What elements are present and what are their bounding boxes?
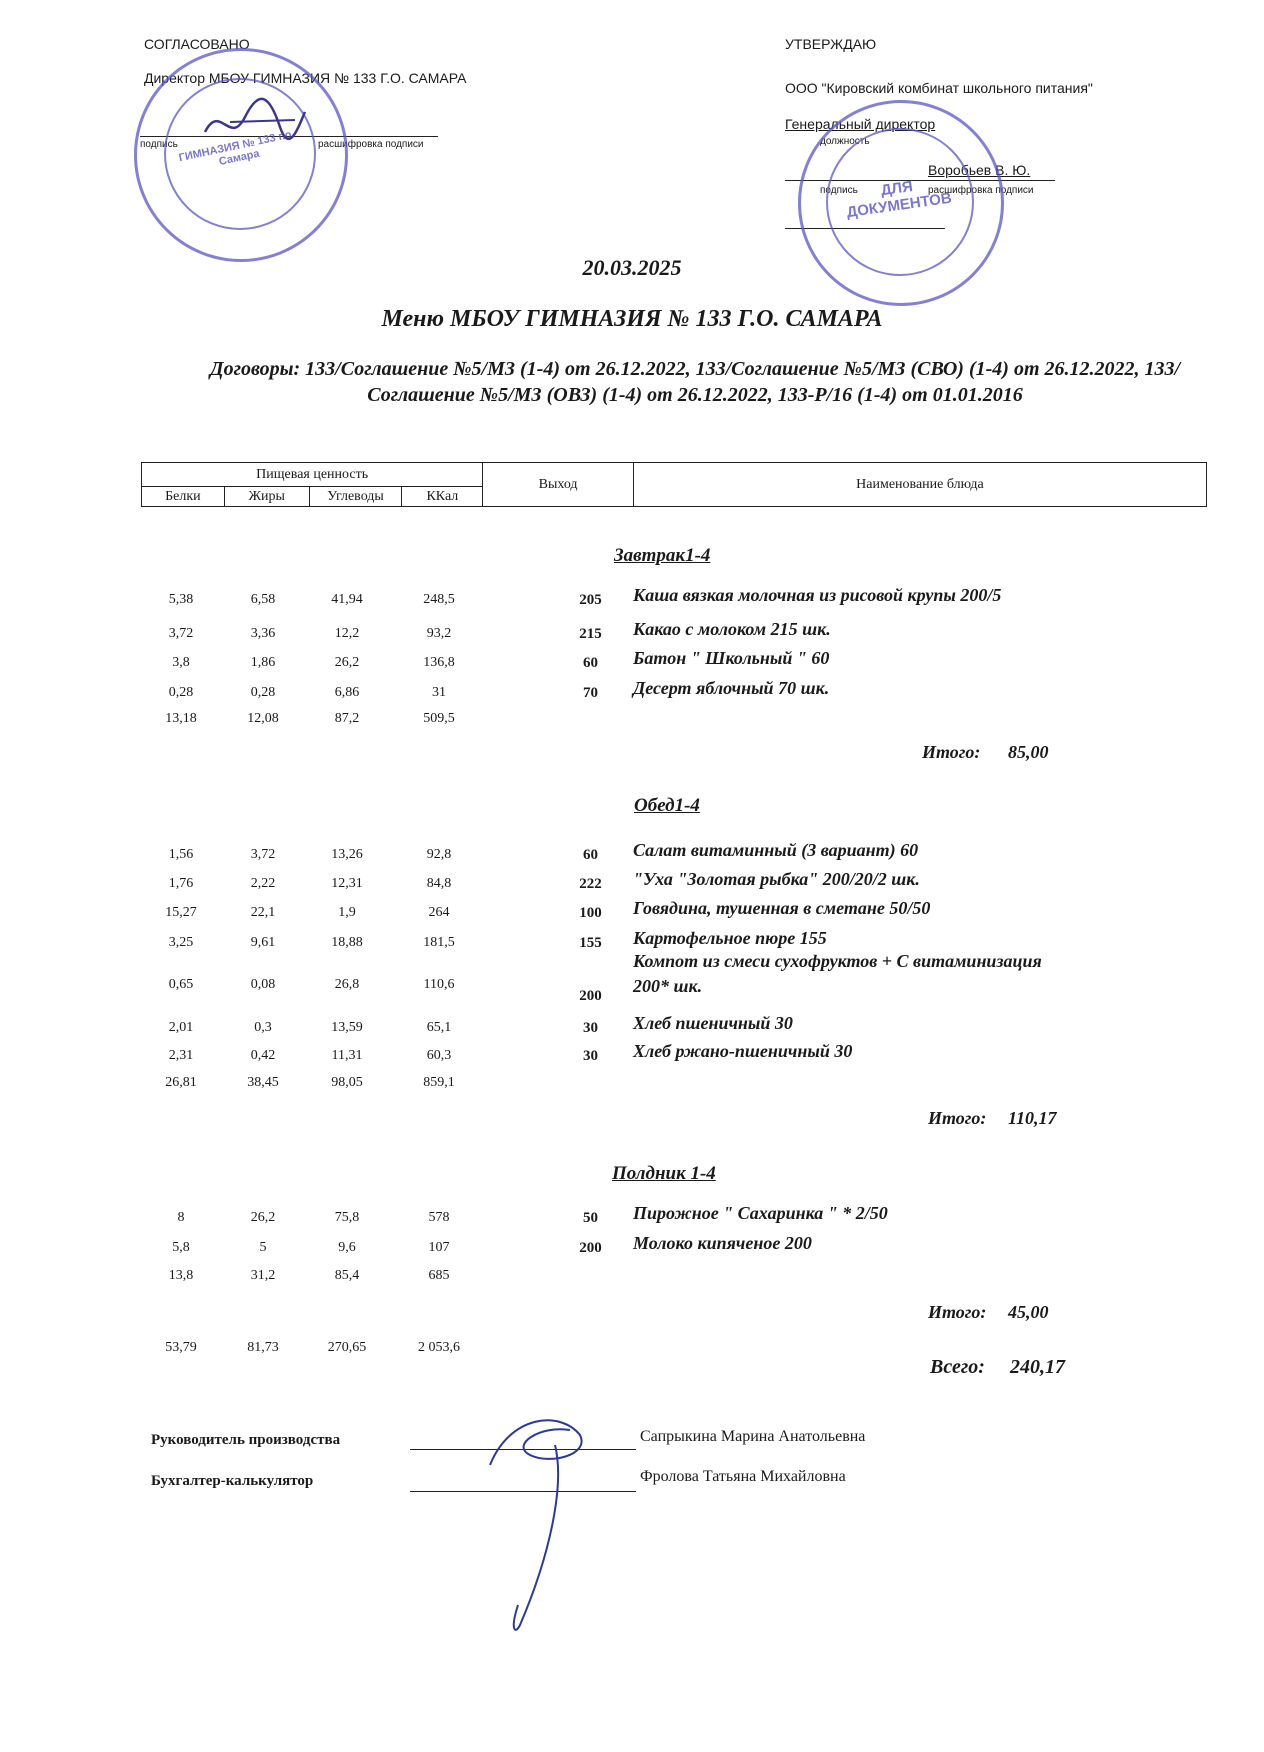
dish-name: Какао с молоком 215 шк. — [633, 619, 831, 639]
fats-cell: 9,61 — [250, 935, 276, 950]
dish-name: Хлеб пшеничный 30 — [633, 1013, 793, 1033]
kcal-cell: 264 — [428, 905, 450, 920]
carbs-cell: 6,86 — [334, 685, 360, 700]
header-nutrition: Пищевая ценность — [142, 463, 483, 487]
total-fats: 12,08 — [247, 711, 279, 726]
contracts-text: Договоры: 133/Соглашение №5/МЗ (1-4) от 26.12.2022, 133/Соглашение №5/МЗ (СВО) (1-4) от 26.12.2022, 133/Соглашение №5/МЗ (ОВЗ) (1-4) от 26.12.2022, 133-Р/16 (1-4) от 01.01.2016 — [209, 358, 1181, 406]
fats-cell: 6,58 — [250, 592, 276, 607]
dish-name: "Уха "Золотая рыбка" 200/20/2 шк. — [633, 869, 920, 889]
table-row — [141, 678, 1207, 709]
decode-caption-right: расшифровка подписи — [928, 185, 1034, 196]
approval-right-org: ООО "Кировский комбинат школьного питания" — [785, 80, 1093, 96]
proteins-cell: 1,56 — [168, 847, 194, 862]
subtotal-value: 85,00 — [1008, 742, 1049, 762]
table-row — [141, 585, 1207, 616]
table-row — [141, 840, 1207, 871]
fats-cell: 0,28 — [250, 685, 276, 700]
subtotal-label: Итого: — [928, 1108, 987, 1128]
total-row — [141, 711, 1207, 735]
sign-caption-right: подпись — [820, 185, 858, 196]
right-stamp-text: ДЛЯ ДОКУМЕНТОВ — [845, 177, 953, 222]
proteins-cell: 0,28 — [168, 685, 194, 700]
header-carbs: Углеводы — [309, 487, 402, 507]
output-cell: 60 — [583, 655, 598, 671]
output-cell: 30 — [583, 1048, 598, 1064]
carbs-cell: 13,59 — [331, 1020, 363, 1035]
kcal-cell: 84,8 — [426, 876, 452, 891]
kcal-cell: 92,8 — [426, 847, 452, 862]
proteins-cell: 2,31 — [168, 1048, 194, 1063]
signature-role: Руководитель производства — [151, 1432, 341, 1448]
signature-role: Бухгалтер-калькулятор — [151, 1473, 314, 1489]
output-cell: 70 — [583, 685, 598, 701]
fats-cell: 1,86 — [250, 655, 276, 670]
subtotal-value: 45,00 — [1008, 1302, 1049, 1322]
proteins-cell: 5,38 — [168, 592, 194, 607]
dish-name: Говядина, тушенная в сметане 50/50 — [633, 898, 931, 918]
table-row — [141, 1203, 1207, 1234]
subtotal-label: Итого: — [928, 1302, 987, 1322]
fats-cell: 22,1 — [250, 905, 276, 920]
total-row — [141, 1075, 1207, 1099]
approval-right-position: Генеральный директор — [785, 116, 936, 132]
grand-total-proteins: 53,79 — [165, 1340, 197, 1355]
fats-cell: 0,08 — [250, 977, 276, 992]
carbs-cell: 18,88 — [331, 935, 363, 950]
section-title-breakfast: Завтрак1-4 — [614, 545, 711, 566]
approval-right-name: Воробьев В. Ю. — [928, 162, 1031, 178]
output-cell: 215 — [579, 626, 602, 642]
output-cell: 155 — [579, 935, 602, 951]
approval-left-position: Директор МБОУ ГИМНАЗИЯ № 133 Г.О. САМАРА — [144, 70, 467, 86]
total-fats: 31,2 — [250, 1268, 276, 1283]
subtotal-label: Итого: — [922, 742, 981, 762]
grand-total-carbs: 270,65 — [327, 1340, 367, 1355]
header-dish: Наименование блюда — [633, 463, 1206, 507]
total-proteins: 26,81 — [165, 1075, 197, 1090]
carbs-cell: 11,31 — [331, 1048, 363, 1063]
header-fats: Жиры — [224, 487, 309, 507]
dish-name: Молоко кипяченое 200 — [633, 1233, 812, 1253]
fats-cell: 0,42 — [250, 1048, 276, 1063]
total-proteins: 13,18 — [165, 711, 197, 726]
table-row — [141, 648, 1207, 679]
fats-cell: 0,3 — [254, 1020, 272, 1035]
proteins-cell: 8 — [177, 1210, 185, 1225]
total-kcal: 509,5 — [423, 711, 455, 726]
section-title-snack: Полдник 1-4 — [612, 1163, 716, 1184]
proteins-cell: 3,25 — [168, 935, 194, 950]
kcal-cell: 248,5 — [423, 592, 455, 607]
header-output: Выход — [483, 463, 634, 507]
grand-total-label: Всего: — [930, 1356, 985, 1378]
output-cell: 100 — [579, 905, 602, 921]
carbs-cell: 9,6 — [338, 1240, 356, 1255]
output-cell: 200 — [579, 1240, 602, 1256]
output-cell: 200 — [579, 988, 602, 1004]
signature-name: Фролова Татьяна Михайловна — [640, 1468, 846, 1485]
carbs-cell: 13,26 — [331, 847, 363, 862]
proteins-cell: 0,65 — [168, 977, 194, 992]
table-row — [141, 898, 1207, 929]
kcal-cell: 107 — [428, 1240, 450, 1255]
grand-total-fats: 81,73 — [247, 1340, 279, 1355]
decode-caption: расшифровка подписи — [318, 139, 424, 150]
table-row — [141, 1041, 1207, 1072]
table-row — [141, 619, 1207, 650]
subtotal-value: 110,17 — [1008, 1108, 1057, 1128]
carbs-cell: 26,2 — [334, 655, 360, 670]
total-carbs: 85,4 — [334, 1268, 360, 1283]
menu-date: 20.03.2025 — [582, 255, 682, 280]
total-row — [141, 1268, 1207, 1292]
header-kcal: ККал — [402, 487, 483, 507]
fats-cell: 2,22 — [250, 876, 276, 891]
header-proteins: Белки — [142, 487, 225, 507]
fats-cell: 26,2 — [250, 1210, 276, 1225]
kcal-cell: 65,1 — [426, 1020, 452, 1035]
carbs-cell: 12,31 — [331, 876, 363, 891]
dish-name: Хлеб ржано-пшеничный 30 — [633, 1041, 853, 1061]
kcal-cell: 578 — [428, 1210, 450, 1225]
total-carbs: 98,05 — [331, 1075, 363, 1090]
total-fats: 38,45 — [247, 1075, 279, 1090]
dish-name: Батон " Школьный " 60 — [633, 648, 830, 668]
signature-name: Сапрыкина Марина Анатольевна — [640, 1428, 866, 1445]
approval-left-label: СОГЛАСОВАНО — [144, 36, 250, 52]
output-cell: 50 — [583, 1210, 598, 1226]
grand-total-value: 240,17 — [1010, 1356, 1065, 1378]
carbs-cell: 75,8 — [334, 1210, 360, 1225]
table-row — [141, 1233, 1207, 1264]
approval-right-label: УТВЕРЖДАЮ — [785, 36, 877, 52]
dish-name: Десерт яблочный 70 шк. — [633, 678, 830, 698]
kcal-cell: 60,3 — [426, 1048, 452, 1063]
kcal-cell: 31 — [432, 685, 446, 700]
total-kcal: 685 — [428, 1268, 450, 1283]
total-carbs: 87,2 — [334, 711, 360, 726]
left-stamp-text: ГИМНАЗИЯ № 133 г.о. Самара — [177, 127, 296, 169]
output-cell: 205 — [579, 592, 602, 608]
position-caption: должность — [820, 136, 870, 147]
handwritten-signature — [470, 1405, 630, 1650]
table-row — [141, 951, 1207, 1017]
carbs-cell: 1,9 — [338, 905, 356, 920]
menu-title: Меню МБОУ ГИМНАЗИЯ № 133 Г.О. САМАРА — [381, 306, 883, 332]
fats-cell: 5 — [259, 1240, 267, 1255]
grand-total-kcal: 2 053,6 — [418, 1340, 460, 1355]
kcal-cell: 181,5 — [423, 935, 455, 950]
proteins-cell: 3,8 — [172, 655, 190, 670]
menu-table-header — [141, 462, 1207, 507]
table-row — [141, 869, 1207, 900]
dish-name: Пирожное " Сахаринка " * 2/50 — [633, 1203, 888, 1223]
proteins-cell: 2,01 — [168, 1020, 194, 1035]
total-kcal: 859,1 — [423, 1075, 455, 1090]
output-cell: 30 — [583, 1020, 598, 1036]
total-proteins: 13,8 — [168, 1268, 194, 1283]
carbs-cell: 12,2 — [334, 626, 360, 641]
proteins-cell: 1,76 — [168, 876, 194, 891]
fats-cell: 3,72 — [250, 847, 276, 862]
proteins-cell: 15,27 — [165, 905, 197, 920]
dish-name: Каша вязкая молочная из рисовой крупы 200/5 — [633, 585, 1002, 605]
carbs-cell: 26,8 — [334, 977, 360, 992]
output-cell: 60 — [583, 847, 598, 863]
dish-name-continued: 200* шк. — [633, 976, 703, 996]
sign-caption: подпись — [140, 139, 178, 150]
proteins-cell: 3,72 — [168, 626, 194, 641]
carbs-cell: 41,94 — [331, 592, 363, 607]
proteins-cell: 5,8 — [172, 1240, 190, 1255]
kcal-cell: 136,8 — [423, 655, 455, 670]
section-title-lunch: Обед1-4 — [634, 795, 700, 816]
kcal-cell: 93,2 — [426, 626, 452, 641]
dish-name: Картофельное пюре 155 — [633, 928, 827, 948]
dish-name: Салат витаминный (3 вариант) 60 — [633, 840, 919, 860]
output-cell: 222 — [579, 876, 602, 892]
kcal-cell: 110,6 — [423, 977, 455, 992]
dish-name: Компот из смеси сухофруктов + С витаминизация — [633, 951, 1042, 971]
fats-cell: 3,36 — [250, 626, 276, 641]
director-signature — [200, 92, 310, 157]
